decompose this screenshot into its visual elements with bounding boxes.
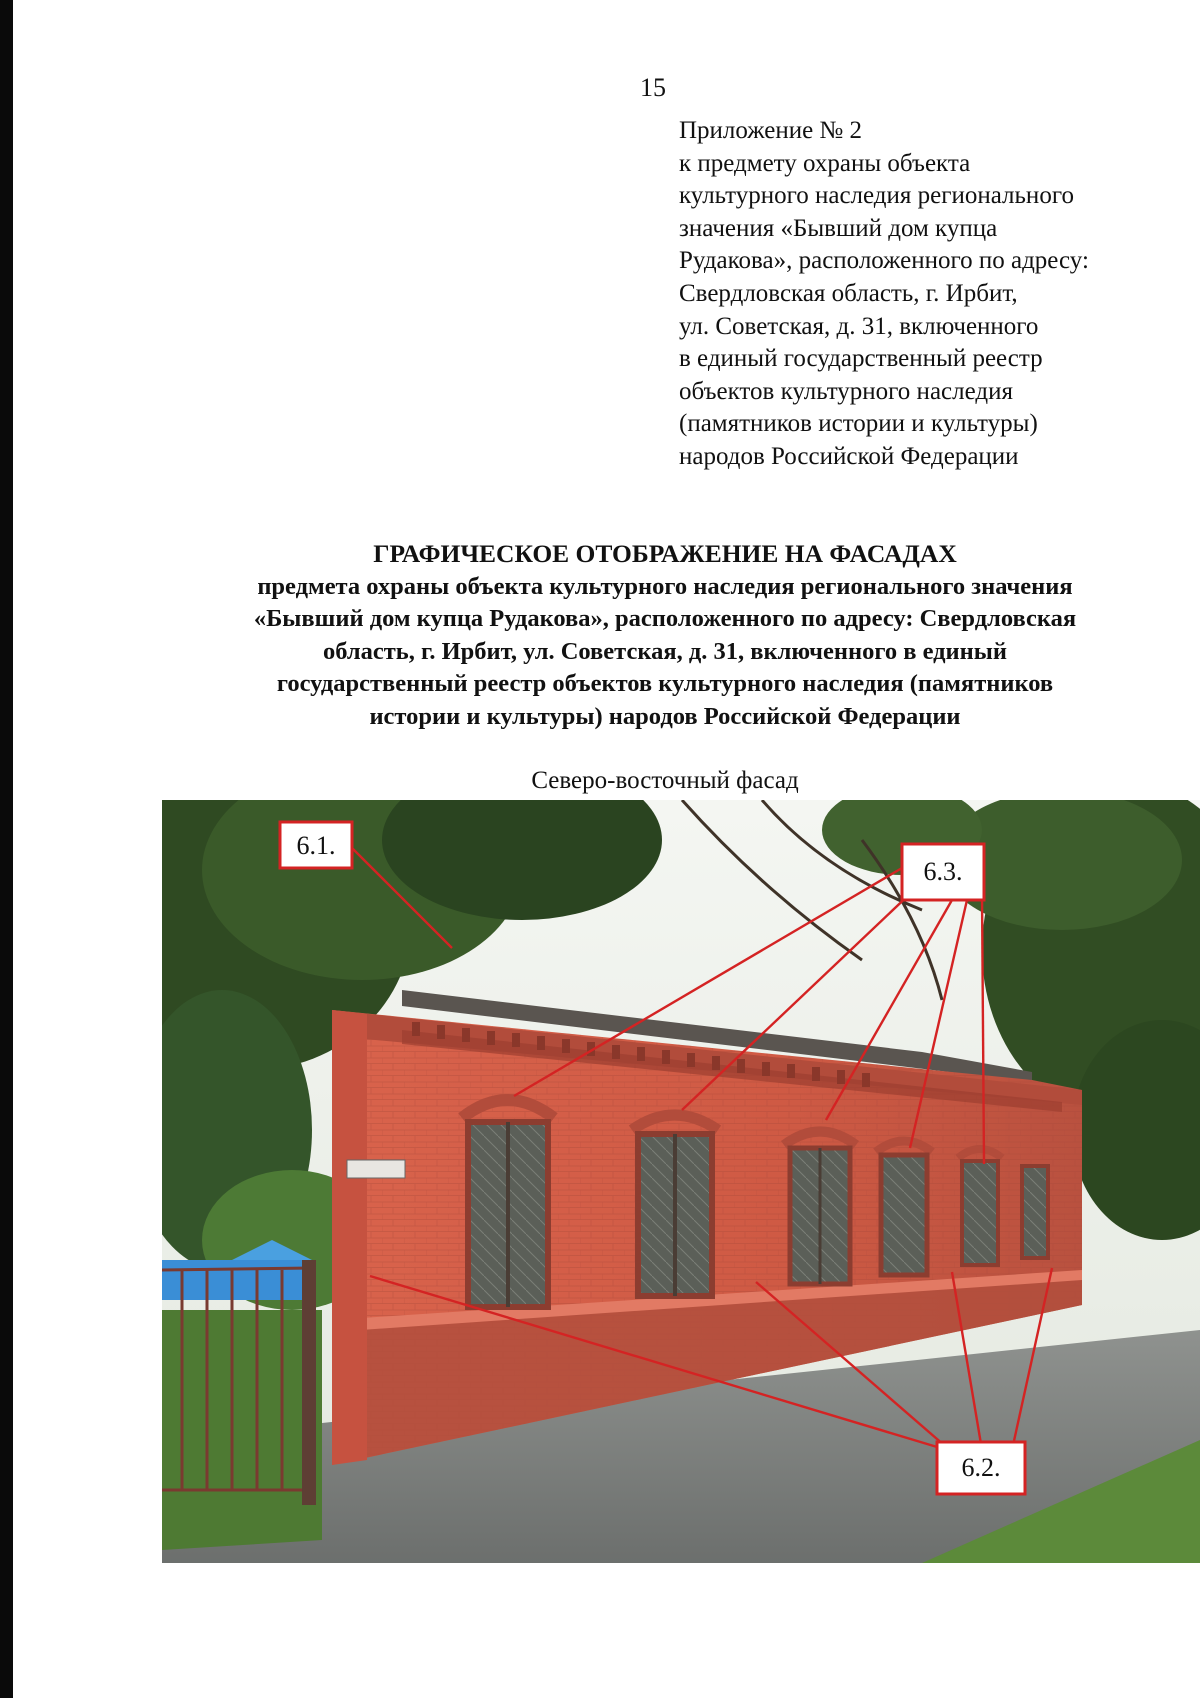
photo-caption: Северо-восточный фасад — [531, 767, 799, 794]
scan-edge — [0, 0, 13, 1698]
appendix-line: Рудакова», расположенного по адресу: — [679, 247, 1089, 275]
callout-label: 6.1. — [296, 831, 336, 860]
gate-post — [302, 1260, 316, 1505]
blue-tent — [162, 1260, 312, 1300]
title-line: «Бывший дом купца Рудакова», расположенного по адресу: Свердловская — [253, 605, 1077, 632]
facade-photo — [162, 800, 1200, 1563]
appendix-block — [679, 115, 1189, 474]
window — [784, 1132, 856, 1285]
facade-illustration — [162, 800, 1200, 1563]
appendix-line: в единый государственный реестр — [679, 345, 1043, 373]
appendix-line: к предмету охраны объекта — [679, 149, 971, 177]
appendix-line: объектов культурного наследия — [679, 377, 1013, 405]
window — [462, 1100, 554, 1307]
appendix-line: народов Российской Федерации — [679, 442, 1019, 470]
title-line: предмета охраны объекта культурного наследия регионального значения — [257, 572, 1073, 600]
window — [632, 1115, 718, 1296]
callout-6-1 — [280, 822, 352, 868]
callout-label: 6.3. — [923, 857, 963, 886]
title-line: государственный реестр объектов культурного наследия (памятников — [276, 670, 1054, 697]
callout-6-3 — [902, 844, 984, 900]
window — [958, 1149, 1002, 1265]
document-title — [150, 538, 1180, 733]
appendix-line: Приложение № 2 — [679, 117, 863, 144]
window — [876, 1141, 932, 1275]
appendix-line: ул. Советская, д. 31, включенного — [679, 312, 1039, 340]
street-sign — [347, 1160, 405, 1178]
title-heading: ГРАФИЧЕСКОЕ ОТОБРАЖЕНИЕ НА ФАСАДАХ — [373, 539, 957, 568]
window — [1022, 1166, 1048, 1258]
page-number: 15 — [640, 73, 666, 102]
title-line: область, г. Ирбит, ул. Советская, д. 31, включенного в единый — [322, 637, 1007, 665]
callout-6-2 — [937, 1442, 1025, 1494]
appendix-line: (памятников истории и культуры) — [679, 410, 1038, 438]
appendix-line: Свердловская область, г. Ирбит, — [679, 279, 1018, 307]
appendix-line: значения «Бывший дом купца — [679, 214, 998, 242]
callout-label: 6.2. — [961, 1453, 1001, 1482]
title-line: истории и культуры) народов Российской Федерации — [369, 702, 961, 730]
appendix-line: культурного наследия регионального — [679, 182, 1074, 210]
